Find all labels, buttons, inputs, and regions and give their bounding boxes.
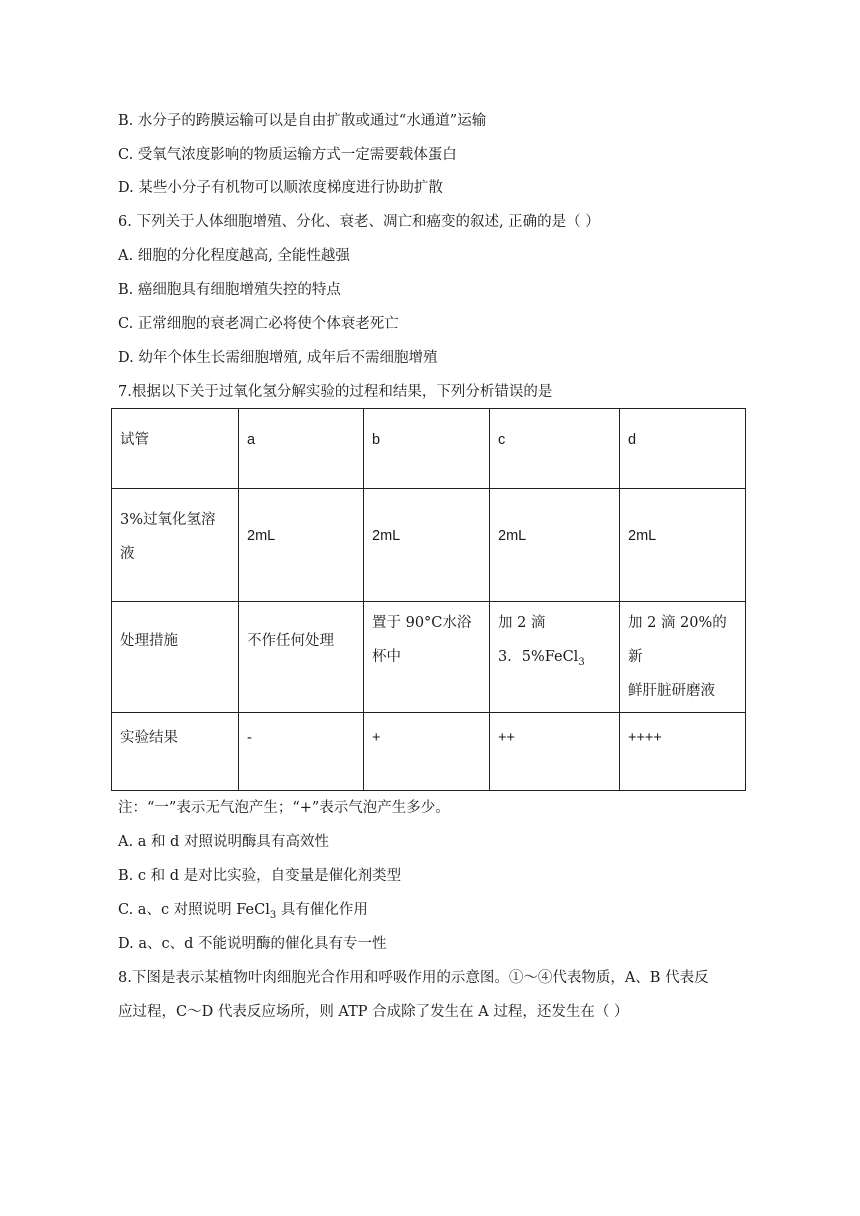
cell-line: 置于 90°C水浴 [372,615,472,631]
cell-line: 鲜肝脏研磨液 [628,683,715,699]
row-label [112,489,239,602]
row-label: 处理措施 [112,602,239,713]
header-cell: d [620,409,746,489]
table-cell: 2mL [364,489,490,602]
subscript: 3 [269,909,277,921]
q6-option-b: B. 癌细胞具有细胞增殖失控的特点 [118,282,341,298]
question-6: 6. 下列关于人体细胞增殖、分化、衰老、凋亡和癌变的叙述, 正确的是（ ） [118,214,600,230]
row-label: 实验结果 [112,713,239,791]
cell-line: 杯中 [372,649,401,665]
table-cell: ++ [490,713,620,791]
table-cell: ++++ [620,713,746,791]
table-cell: 2mL [490,489,620,602]
question-7: 7.根据以下关于过氧化氢分解实验的过程和结果，下列分析错误的是 [118,384,553,400]
q5-option-d: D. 某些小分子有机物可以顺浓度梯度进行协助扩散 [118,180,443,196]
table-row [112,602,746,713]
table-row [112,409,746,489]
table-row [112,489,746,602]
table-cell: 2mL [239,489,364,602]
q5-option-b: B. 水分子的跨膜运输可以是自由扩散或通过“水通道”运输 [118,113,487,129]
table-cell [364,602,490,713]
option-text-tail: 具有催化作用 [276,902,368,918]
table-row [112,713,746,791]
experiment-table [111,408,746,791]
q7-option-c [118,900,368,926]
header-cell: b [364,409,490,489]
q5-option-c: C. 受氧气浓度影响的物质运输方式一定需要载体蛋白 [118,147,457,163]
cell-line [498,640,613,680]
q6-option-a: A. 细胞的分化程度越高, 全能性越强 [118,248,350,264]
cell-line: 加 2 滴 [498,615,546,631]
table-cell: 不作任何处理 [239,602,364,713]
option-text: C. a、c 对照说明 FeCl [118,902,270,918]
q6-option-c: C. 正常细胞的衰老凋亡必将使个体衰老死亡 [118,316,399,332]
q7-option-d: D. a、c、d 不能说明酶的催化具有专一性 [118,936,387,952]
question-8-line-1: 8.下图是表示某植物叶肉细胞光合作用和呼吸作用的示意图。①～④代表物质，A、B 代表反 [118,970,709,986]
cell-line: 加 2 滴 20%的新 [628,615,727,665]
table-cell [620,602,746,713]
table-cell [490,602,620,713]
q6-option-d: D. 幼年个体生长需细胞增殖, 成年后不需细胞增殖 [118,350,438,366]
question-8-line-2: 应过程，C～D 代表反应场所，则 ATP 合成除了发生在 A 过程，还发生在（ ） [118,1004,629,1020]
header-cell: c [490,409,620,489]
row-label-line: 3%过氧化氢溶 [120,512,216,528]
q7-option-a: A. a 和 d 对照说明酶具有高效性 [118,834,329,850]
header-cell: 试管 [112,409,239,489]
cell-text: 3．5%FeCl [498,649,579,665]
table-cell: - [239,713,364,791]
table-cell: 2mL [620,489,746,602]
table-cell: + [364,713,490,791]
table-note: 注：“一”表示无气泡产生；“+”表示气泡产生多少。 [118,800,450,816]
row-label-line: 液 [120,546,135,562]
header-cell: a [239,409,364,489]
q7-option-b: B. c 和 d 是对比实验，自变量是催化剂类型 [118,868,402,884]
subscript: 3 [578,656,585,668]
